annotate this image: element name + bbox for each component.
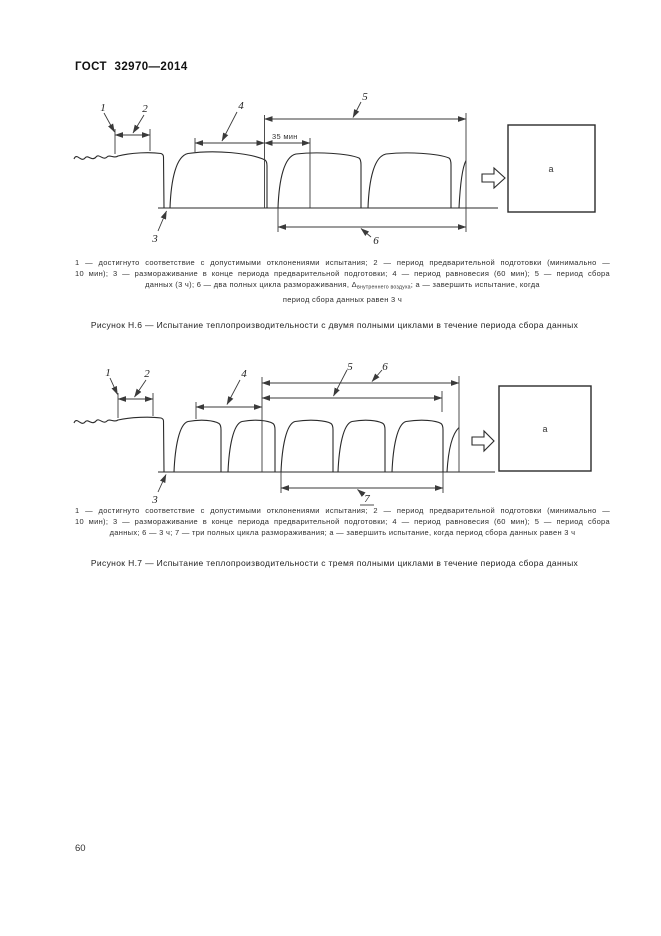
cycle-1 [170,152,267,208]
cycle-5 [392,420,443,472]
figure-h7-title: Рисунок Н.7 — Испытание теплопроизводительности с тремя полными циклами в течение периода сбора данных [90,558,579,568]
cycle-4 [338,420,385,472]
callout-3: 3 [152,494,158,506]
callout-2: 2 [144,368,150,380]
caption-line: данных (3 ч); 6 — два полных цикла размораживания, $\Delta_{внутреннего воздуха}$; а — завершить испытание, когда [145,280,540,291]
waveform-h7 [74,417,495,472]
callout-5: 5 [347,361,353,373]
callout-1: 1 [100,102,106,114]
cycle-4-partial [459,161,466,209]
result-box-label: а [548,164,554,174]
callout-4: 4 [241,368,247,380]
figure-h6-title: Рисунок Н.6 — Испытание теплопроизводительности с двумя полными циклами в течение периода сбора данных [90,320,579,330]
callout-6: 6 [373,235,379,247]
waveform-h6 [74,152,498,208]
caption-line: 10 мин); 3 — размораживание в конце периода предварительной подготовки; 4 — период равновесия (60 мин); 5 — период сбора [75,517,610,526]
standard-number: ГОСТ 32970—2014 [75,61,188,73]
caption-line: данных; 6 — 3 ч; 7 — три полных цикла размораживания; а — завершить испытание, когда период сбора данных равен 3 ч [109,528,576,537]
figure-h6-caption [75,257,610,305]
cycle-2 [278,153,361,208]
dimension-lines-h6 [104,102,466,237]
preconditioning-trace [74,153,164,208]
callout-5: 5 [362,91,368,103]
callout-7: 7 [364,493,370,505]
cycle-3 [368,153,451,208]
figure-h6-diagram [70,88,600,256]
callout-1: 1 [105,367,111,379]
caption-line: 1 — достигнуто соответствие с допустимыми отклонениями испытания; 2 — период предварительной подготовки (минимально — [75,506,610,515]
preconditioning-trace [74,417,164,472]
block-arrow-icon [482,168,505,188]
result-box-label: а [542,424,548,434]
block-arrow-icon [472,431,494,451]
cycle-6-partial [447,428,459,473]
callout-6: 6 [382,361,388,373]
caption-line: 10 мин); 3 — размораживание в конце периода предварительной подготовки; 4 — период равновесия (60 мин); 5 — период сбора [75,269,610,278]
subscript-internal-air: внутреннего воздуха [356,284,411,291]
callout-2: 2 [142,103,148,115]
cycle-1 [174,420,221,472]
cycle-2 [228,420,275,472]
cycle-3 [281,420,333,472]
page-number: 60 [75,843,86,854]
caption-line: 1 — достигнуто соответствие с допустимыми отклонениями испытания; 2 — период предварительной подготовки (минимально — [75,258,610,267]
figure-h7-diagram [70,360,600,512]
callout-3: 3 [152,233,158,245]
callout-4: 4 [238,100,244,112]
caption-line: период сбора данных равен 3 ч [282,294,403,304]
figure-h7-caption [75,505,610,538]
duration-35min-label: 35 мин [272,132,298,141]
